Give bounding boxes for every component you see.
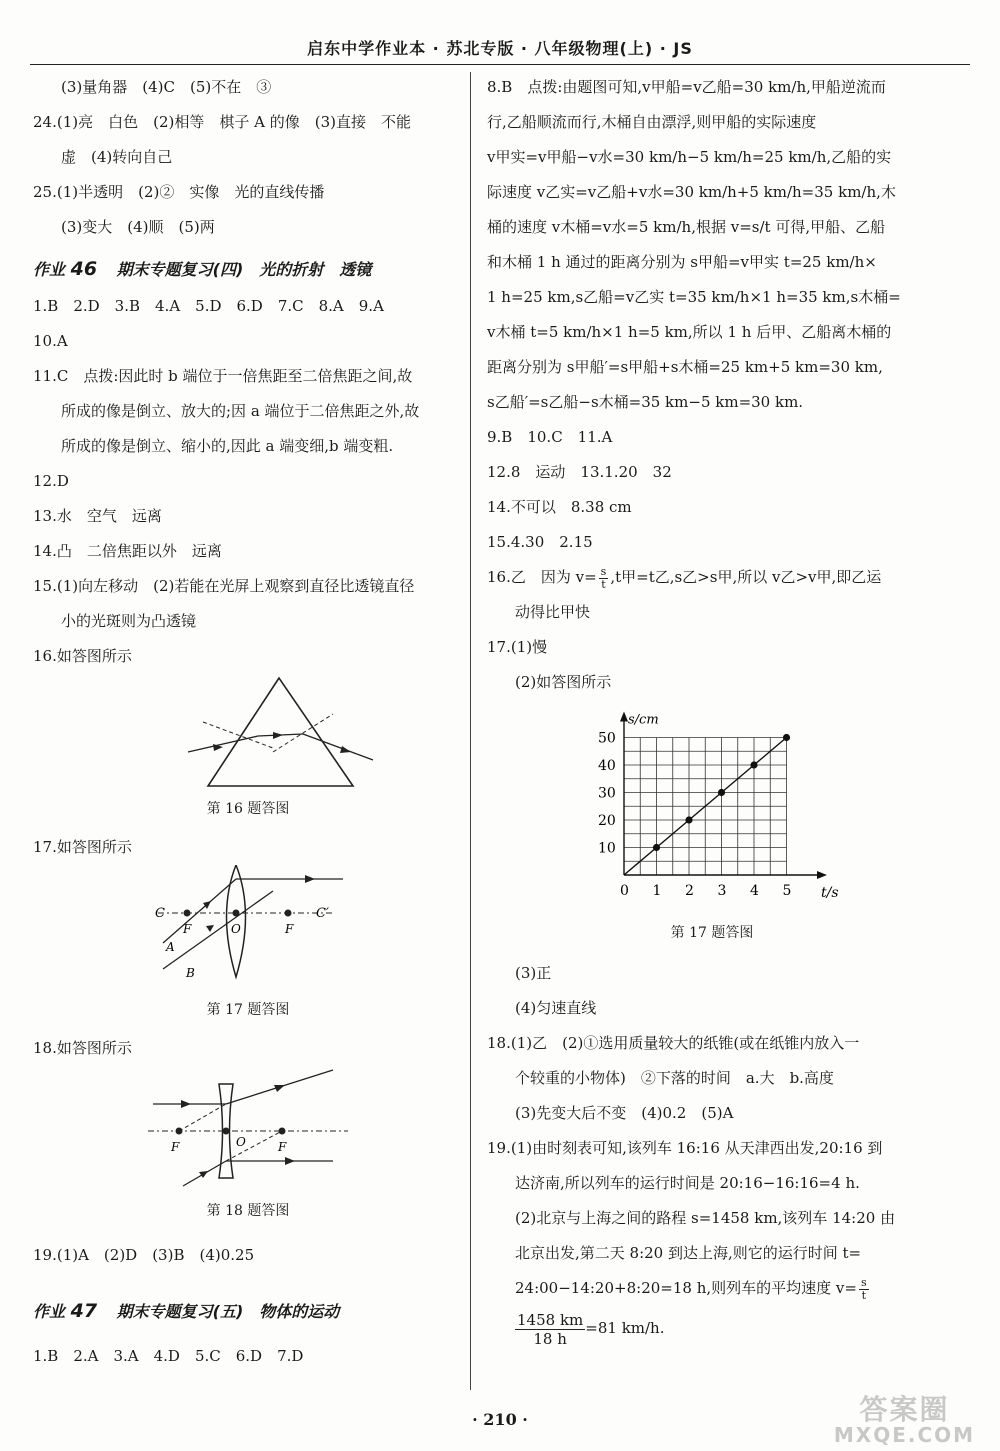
section-name: 期末专题复习(四) 光的折射 透镜 [116, 260, 372, 279]
answer-line: 虚 (4)转向自己 [61, 148, 173, 166]
answer-line: 达济南,所以列车的运行时间是 20:16−16:16=4 h. [515, 1174, 860, 1192]
convex-lens-diagram [33, 865, 463, 995]
section-title-47 [33, 1291, 463, 1331]
answer-line: 个较重的小物体) ②下落的时间 a.大 b.高度 [515, 1069, 834, 1087]
answer-line: (2)如答图所示 [515, 673, 612, 691]
answer-line: 8.B 点拨:由题图可知,v甲船=v乙船=30 km/h,甲船逆流而 [487, 78, 886, 96]
section-prefix: 作业 [33, 1302, 66, 1321]
virtual-extension [179, 1104, 226, 1131]
data-point [718, 789, 725, 796]
answer-line: 10.A [33, 332, 68, 350]
answer-line: (4)匀速直线 [515, 999, 597, 1017]
answer-line: 和木桶 1 h 通过的距离分别为 s甲船=v甲实 t=25 km/h× [487, 253, 877, 271]
answer-line: 17.如答图所示 [33, 838, 132, 856]
answer-line: (3)变大 (4)顺 (5)两 [61, 218, 215, 236]
lens-shape [227, 865, 246, 977]
answer-line: s乙船′=s乙船−s木桶=35 km−5 km=30 km. [487, 393, 804, 411]
answer-line: 19.(1)由时刻表可知,该列车 16:16 从天津西出发,20:16 到 [487, 1139, 883, 1157]
arrowhead [305, 875, 315, 883]
label-b: B [186, 966, 195, 980]
y-axis-label: s/cm [628, 712, 659, 728]
answer-line: 北京出发,第二天 8:20 到达上海,则它的运行时间 t= [515, 1244, 862, 1262]
data-point [653, 844, 660, 851]
fraction-bottom: t [601, 577, 606, 591]
arrowhead [273, 732, 283, 739]
ray-a [163, 879, 236, 943]
x-tick-label: 2 [685, 883, 694, 899]
fraction-top: s [600, 564, 607, 578]
answer-line: (3)量角器 (4)C (5)不在 ③ [61, 78, 272, 96]
section-number: 47 [70, 1300, 98, 1322]
data-point [685, 816, 692, 823]
answer-line: 12.8 运动 13.1.20 32 [487, 463, 672, 481]
arrowhead [203, 901, 211, 909]
arrowhead [285, 1157, 295, 1165]
answer-line: 1.B 2.D 3.B 4.A 5.D 6.D 7.C 8.A 9.A [33, 297, 384, 315]
label-c-prime: C′ [316, 906, 329, 921]
answer-line: 9.B 10.C 11.A [487, 428, 613, 446]
x-tick-label: 4 [750, 883, 759, 899]
answer-line: 13.水 空气 远离 [33, 507, 162, 525]
q19-result: =81 km/h. [585, 1319, 665, 1337]
answer-line: 1.B 2.A 3.A 4.D 5.C 6.D 7.D [33, 1347, 304, 1365]
column-divider [470, 72, 471, 1390]
answer-line: 小的光斑则为凸透镜 [61, 612, 197, 630]
watermark-text: 答案圈 [859, 1393, 950, 1426]
section-title-46 [33, 249, 463, 289]
figure-16 [33, 674, 463, 794]
answer-line: 24.(1)亮 白色 (2)相等 棋子 A 的像 (3)直接 不能 [33, 113, 411, 131]
arrowhead [199, 1171, 208, 1178]
header-rule [30, 64, 970, 65]
fraction [515, 1311, 585, 1348]
answer-line: 15.4.30 2.15 [487, 533, 593, 551]
answer-line-19-speed [487, 1271, 937, 1306]
x-axis-label: t/s [821, 885, 839, 901]
label-a: A [166, 940, 175, 954]
page-number: · 210 · [472, 1410, 528, 1429]
answer-line: 行,乙船顺流而行,木桶自由漂浮,则甲船的实际速度 [487, 113, 817, 131]
data-point [750, 761, 757, 768]
x-axis-arrow [817, 871, 827, 879]
prism-diagram [33, 674, 463, 794]
fraction [859, 1277, 869, 1302]
arrowhead [206, 925, 214, 932]
left-column [33, 70, 463, 1374]
fraction-top: 1458 km [517, 1310, 584, 1329]
fraction-bottom: 18 h [533, 1329, 567, 1348]
answer-line: 距离分别为 s甲船′=s甲船+s木桶=25 km+5 km=30 km, [487, 358, 883, 376]
watermark-domain: MXQE.COM [833, 1423, 976, 1447]
answer-line: 25.(1)半透明 (2)② 实像 光的直线传播 [33, 183, 325, 201]
answer-line-19-result [487, 1306, 937, 1350]
section-number: 46 [70, 258, 98, 280]
figure-caption: 第 16 题答图 [206, 801, 290, 817]
arrowhead [274, 1085, 285, 1092]
normal-line-right [273, 714, 333, 752]
answer-line: v木桶 t=5 km/h×1 h=5 km,所以 1 h 后甲、乙船离木桶的 [487, 323, 892, 341]
answer-line: 14.凸 二倍焦距以外 远离 [33, 542, 222, 560]
optical-center [223, 1128, 230, 1135]
answer-line: (3)正 [515, 964, 552, 982]
y-axis-arrow [620, 712, 628, 722]
arrowhead [181, 1100, 191, 1108]
data-point [783, 734, 790, 741]
q19-text: 24:00−14:20+8:20=18 h,则列车的平均速度 v= [515, 1279, 857, 1297]
emergent-ray [303, 734, 373, 760]
ray-2-toward-focus [226, 1131, 282, 1161]
watermark-logo [817, 1395, 992, 1447]
ray-b [163, 891, 273, 969]
x-tick-label: 5 [782, 883, 792, 899]
st-chart-figure [487, 700, 937, 918]
answer-line: 12.D [33, 472, 69, 490]
answer-line-16 [487, 560, 937, 595]
answer-line: 14.不可以 8.38 cm [487, 498, 632, 516]
label-f: F [171, 1140, 180, 1154]
right-column [487, 70, 937, 1350]
label-f: F [278, 1140, 287, 1154]
q16-lead: 16.乙 因为 v= [487, 568, 597, 586]
answer-line: (3)先变大后不变 (4)0.2 (5)A [515, 1104, 734, 1122]
answer-line: 际速度 v乙实=v乙船+v水=30 km/h+5 km/h=35 km/h,木 [487, 183, 896, 201]
answer-line: (2)北京与上海之间的路程 s=1458 km,该列车 14:20 由 [515, 1209, 896, 1227]
figure-caption: 第 17 题答图 [670, 925, 754, 941]
answer-line: 动得比甲快 [515, 603, 591, 621]
answer-line: 19.(1)A (2)D (3)B (4)0.25 [33, 1246, 255, 1264]
answer-line: 1 h=25 km,s乙船=v乙实 t=35 km/h×1 h=35 km,s木桶= [487, 288, 901, 306]
arrowhead [340, 746, 351, 753]
answer-line: 15.(1)向左移动 (2)若能在光屏上观察到直径比透镜直径 [33, 577, 415, 595]
answer-line: 所成的像是倒立、放大的;因 a 端位于二倍焦距之外,故 [61, 402, 420, 420]
figure-17-lens [33, 865, 463, 995]
label-o: O [236, 1135, 246, 1149]
concave-lens-diagram [33, 1066, 463, 1196]
answer-line: 18.如答图所示 [33, 1039, 132, 1057]
section-name: 期末专题复习(五) 物体的运动 [116, 1302, 340, 1321]
x-tick-label: 0 [620, 883, 629, 899]
figure-18-lens [33, 1066, 463, 1196]
x-tick-label: 3 [717, 883, 727, 899]
fraction [599, 566, 609, 591]
label-o: O [231, 922, 241, 936]
normal-line-left [203, 722, 273, 748]
answer-line: 所成的像是倒立、缩小的,因此 a 端变细,b 端变粗. [61, 437, 394, 455]
y-tick-label: 30 [598, 785, 616, 802]
label-f: F [285, 922, 294, 936]
page-header: 启东中学作业本 · 苏北专版 · 八年级物理(上) · JS [307, 39, 693, 58]
y-tick-label: 20 [598, 813, 616, 829]
label-f: F [183, 922, 192, 936]
fraction-top: s [860, 1275, 867, 1289]
figure-caption: 第 18 题答图 [206, 1203, 290, 1219]
figure-caption: 第 17 题答图 [206, 1002, 290, 1018]
answer-line: v甲实=v甲船−v水=30 km/h−5 km/h=25 km/h,乙船的实 [487, 148, 892, 166]
q16-rest: ,t甲=t乙,s乙>s甲,所以 v乙>v甲,即乙运 [610, 568, 882, 586]
y-tick-label: 10 [598, 840, 616, 857]
focal-point [285, 910, 292, 917]
y-tick-label: 50 [598, 730, 616, 747]
incident-ray [188, 736, 258, 752]
answer-line: 11.C 点拨:因此时 b 端位于一倍焦距至二倍焦距之间,故 [33, 367, 413, 385]
y-tick-label: 40 [598, 758, 616, 774]
answer-line: 16.如答图所示 [33, 647, 132, 665]
st-chart [487, 700, 937, 918]
focal-point [184, 910, 191, 917]
fraction-bottom: t [861, 1288, 866, 1302]
section-prefix: 作业 [33, 260, 66, 279]
x-tick-label: 1 [652, 883, 662, 899]
answer-line: 18.(1)乙 (2)①选用质量较大的纸锥(或在纸锥内放入一 [487, 1034, 860, 1052]
label-c: C [155, 906, 165, 921]
answer-line: 17.(1)慢 [487, 638, 548, 656]
answer-line: 桶的速度 v木桶=v水=5 km/h,根据 v=s/t 可得,甲船、乙船 [487, 218, 886, 236]
